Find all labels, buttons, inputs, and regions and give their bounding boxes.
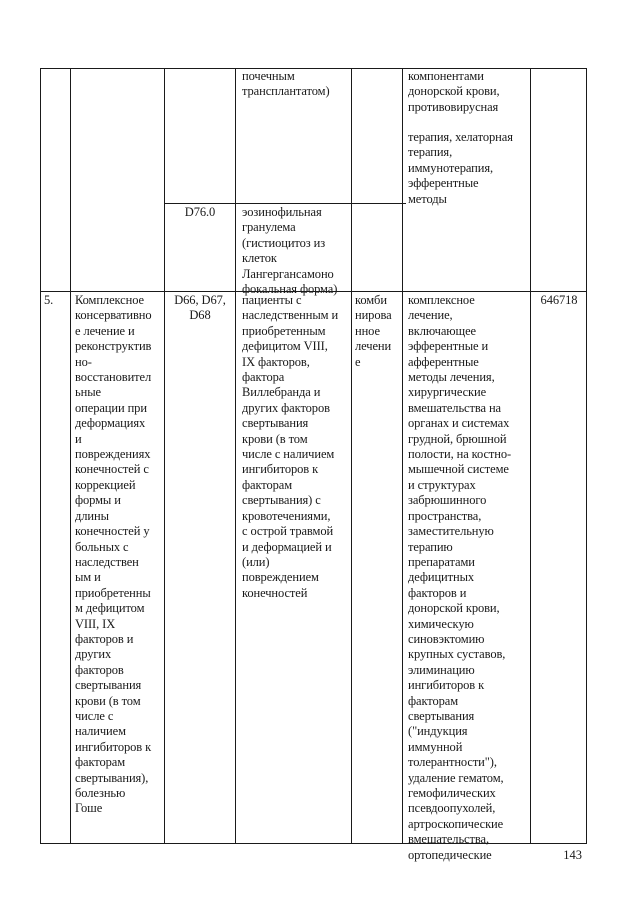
- column-divider: [530, 68, 531, 844]
- condition-cell: пациенты с наследственным и приобретенным дефицитом VIII, IX факторов, фактора Виллебранда и других факторов свертывания крови (в том числе с наличием ингибиторов к факторам свертывания) с кровотечениями, с острой травмой и деформацией и (или) повреждением конечностей: [242, 293, 339, 600]
- column-divider: [351, 68, 352, 844]
- row-number-cell: 5.: [44, 293, 54, 307]
- condition-cell: почечным трансплантатом): [242, 69, 330, 99]
- care-type-name-cell: Комплексное консервативно е лечение и реконструктив но- восстановител ьные операции при деформациях и повреждениях конечностей с коррекцией формы и длины конечностей у больных с наследствен ым и приобретенны м дефицитом VIII, IX факторов и других факторов свертывания крови (в том числе с наличием ингибиторов к факторам свертывания), болезнью Гоше: [75, 293, 152, 816]
- row-divider: [164, 203, 406, 204]
- page-number: 143: [563, 848, 582, 862]
- condition-cell: эозинофильная гранулема (гистиоцитоз из клеток Лангергансамоно фокальная форма): [242, 205, 338, 297]
- table-border-right: [586, 68, 587, 844]
- column-divider: [164, 68, 165, 844]
- treatment-type-cell: комби нирова нное лечени е: [355, 293, 392, 369]
- icd-code-cell: D76.0: [184, 205, 216, 219]
- table-border-left: [40, 68, 41, 844]
- treatment-cell: терапия, хелаторная терапия, иммунотерапия, эфферентные методы: [408, 130, 513, 206]
- treatment-cell: компонентами донорской крови, противовирусная: [408, 69, 500, 114]
- column-divider: [70, 68, 71, 844]
- treatment-method-cell: комплексное лечение, включающее эфферентные и афферентные методы лечения, хирургические вмешательства на органах и системах грудной, брюшной полости, на костно- мышечной системе и структурах забрюшинного пространства, заместительную терапию препаратами дефицитных факторов и донорской крови, химическую синовэктомию крупных суставов, элиминацию ингибиторов к факторам свертывания ("индукция иммунной толерантности"), удаление гематом, гемофилических псевдоопухолей, артроскопические вмешательства, ортопедические: [408, 293, 512, 862]
- icd-code-cell: D66, D67, D68: [174, 293, 226, 323]
- column-divider: [402, 68, 403, 844]
- column-divider: [235, 68, 236, 844]
- cost-cell: 646718: [540, 293, 578, 307]
